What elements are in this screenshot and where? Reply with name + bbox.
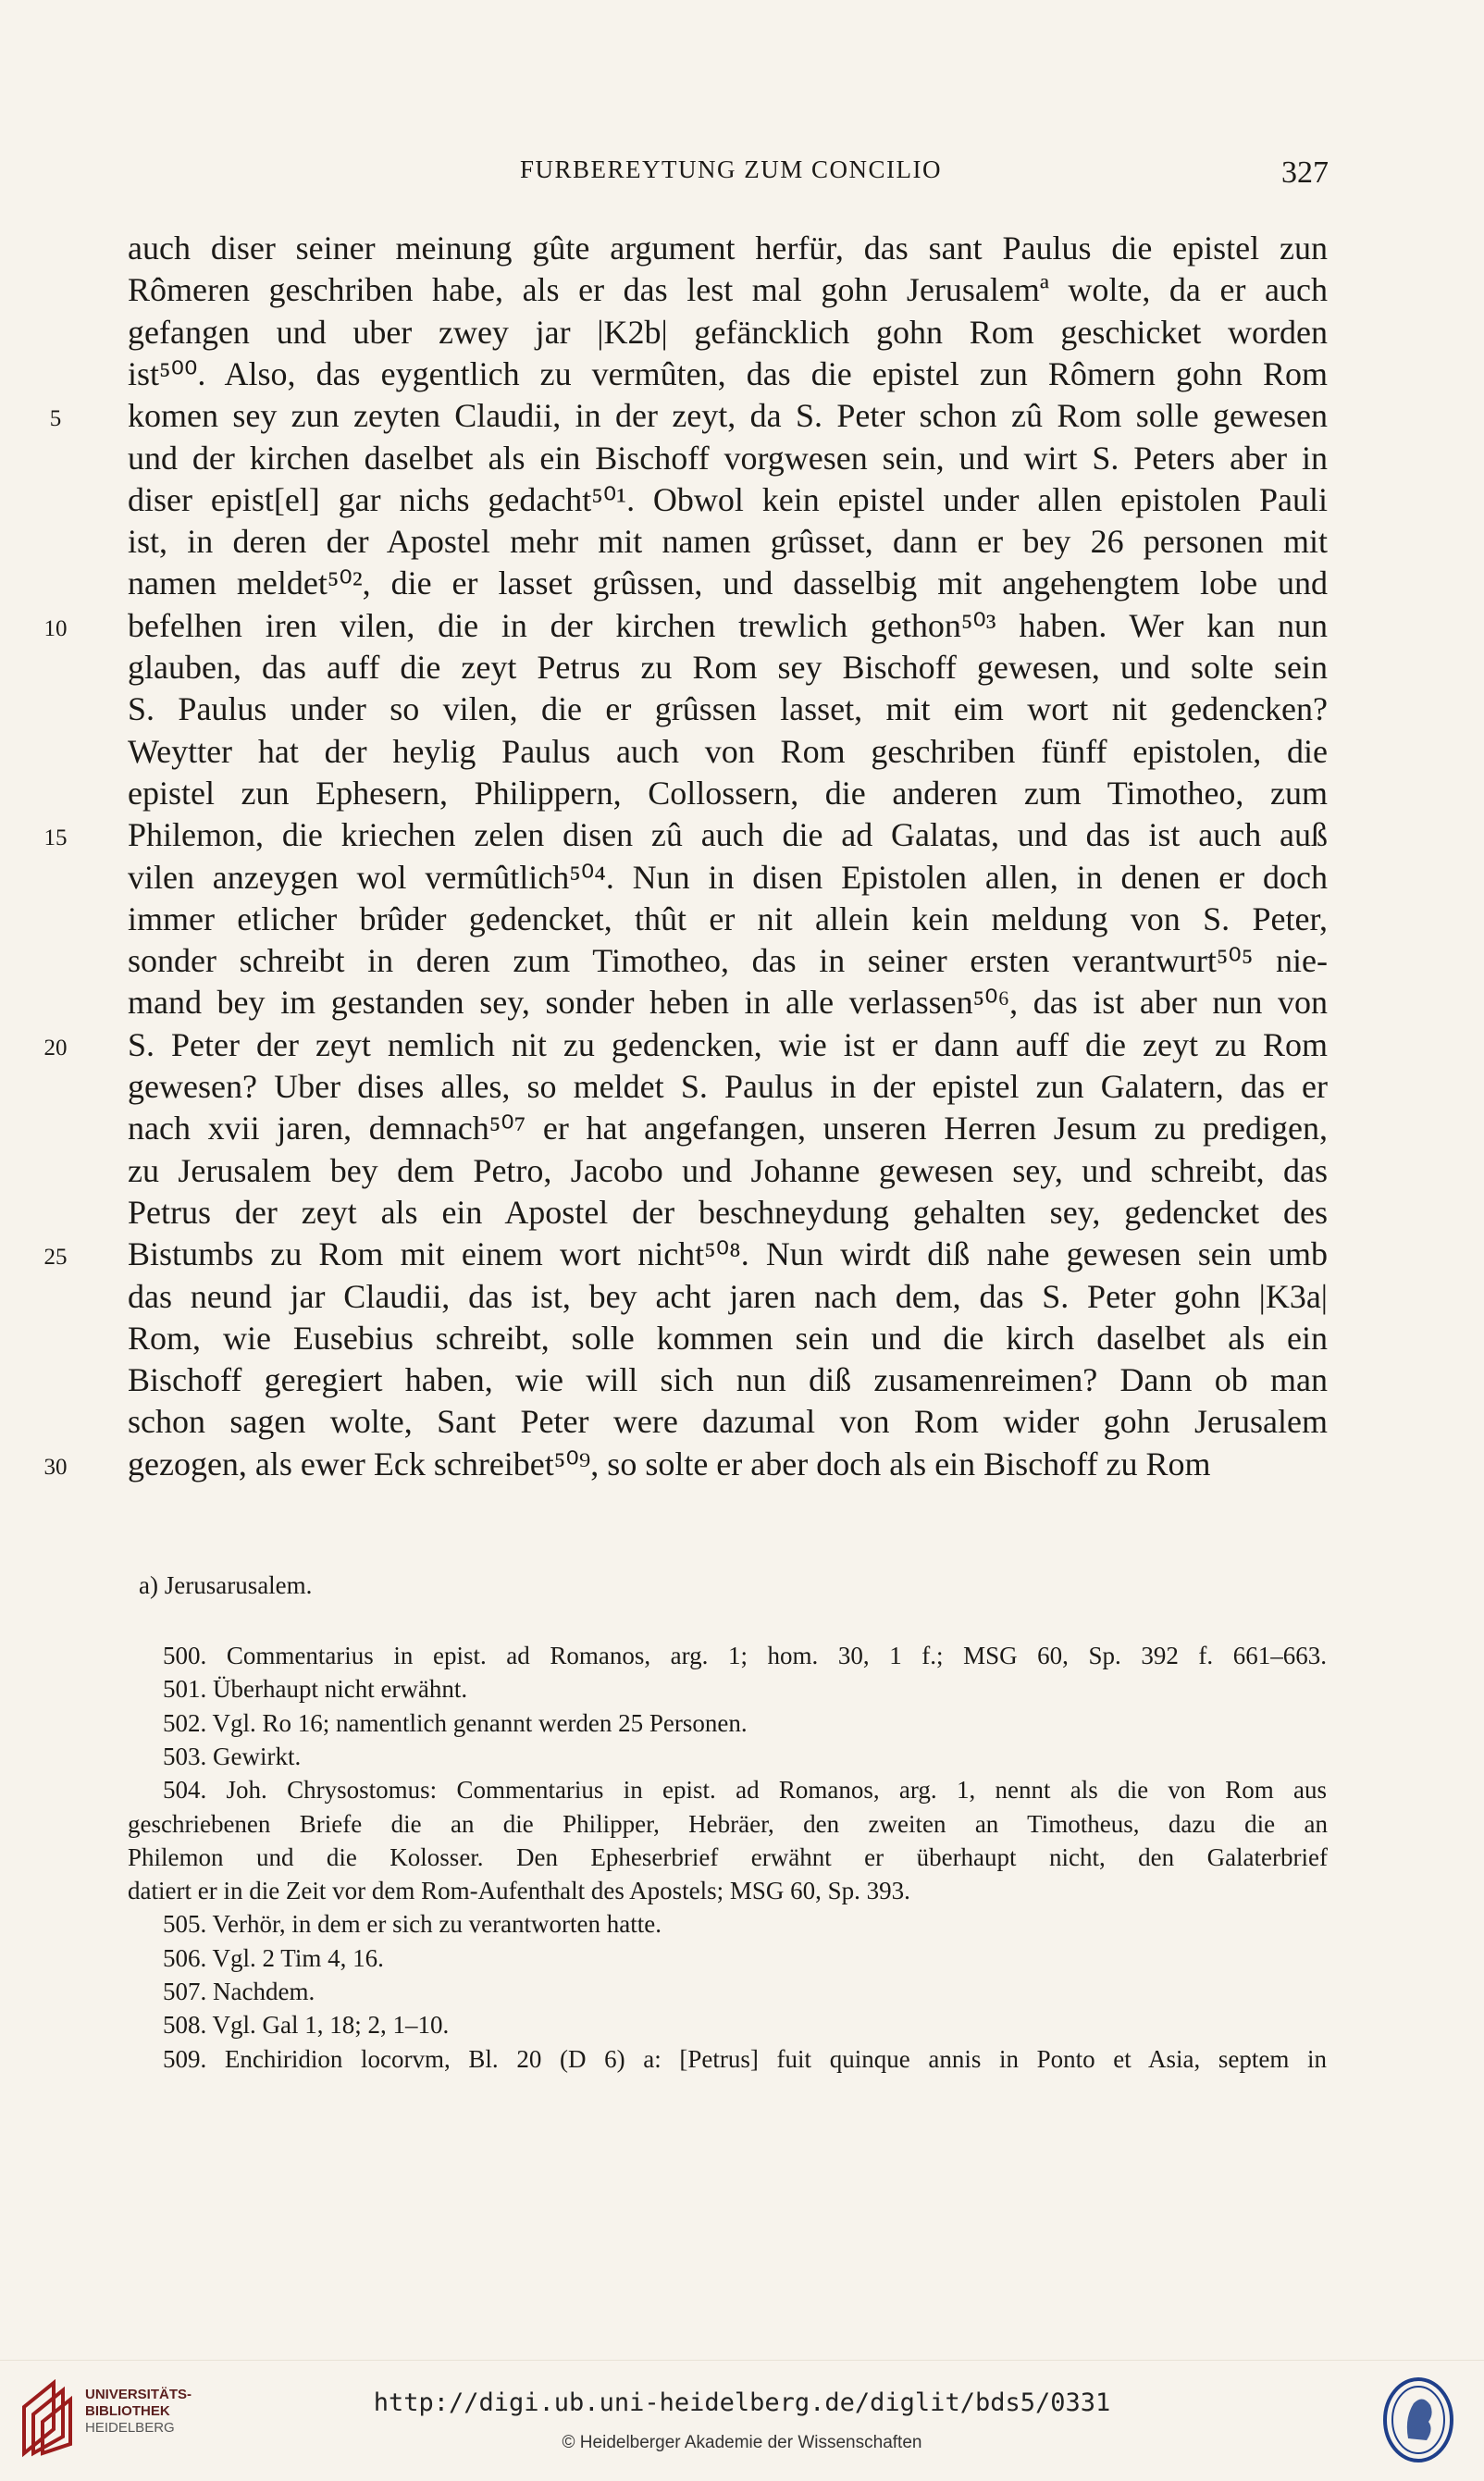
line-number: 20 [43, 1036, 68, 1061]
text-line: diser epist[el] gar nichs gedacht⁵⁰¹. Obwol kein epistel under allen epistolen Pauli [128, 481, 1328, 518]
text-line: gewesen? Uber dises alles, so meldet S. Paulus in der epistel zun Galatern, das er [128, 1068, 1328, 1105]
text-line: sonder schreibt in deren zum Timotheo, das in seiner ersten verantwurt⁵⁰⁵ nie- [128, 942, 1328, 979]
permalink-url[interactable]: http://digi.ub.uni-heidelberg.de/diglit/bds5/0331 [373, 2388, 1111, 2417]
page-footer [0, 2360, 1484, 2481]
text-line: S. Peter der zeyt nemlich nit zu gedencken, wie ist er dann auff die zeyt zu Rom [128, 1026, 1328, 1063]
text-line: glauben, das auff die zeyt Petrus zu Rom sey Bischoff gewesen, und solte sein [128, 649, 1328, 686]
line-number: 30 [43, 1455, 68, 1480]
footnote: 502. Vgl. Ro 16; namentlich genannt werden 25 Personen. [163, 1709, 748, 1737]
footnote: 504. Joh. Chrysostomus: Commentarius in epist. ad Romanos, arg. 1, nennt als die von Rom aus [163, 1776, 1327, 1804]
text-line: Philemon, die kriechen zelen disen zû auch die ad Galatas, und das ist auch auß [128, 816, 1328, 853]
text-line: Rom, wie Eusebius schreibt, solle kommen sein und die kirch daselbet als ein [128, 1320, 1328, 1357]
text-line: Bischoff geregiert haben, wie will sich nun diß zusamenreimen? Dann ob man [128, 1361, 1328, 1398]
footnote: 509. Enchiridion locorvm, Bl. 20 (D 6) a: [Petrus] fuit quinque annis in Ponto et Asia, septem in [163, 2045, 1327, 2073]
text-line: Bistumbs zu Rom mit einem wort nicht⁵⁰⁸. Nun wirdt diß nahe gewesen sein umb [128, 1235, 1328, 1272]
line-number: 10 [43, 616, 68, 641]
footnote: 505. Verhör, in dem er sich zu verantworten hatte. [163, 1910, 662, 1938]
text-line: Rômeren geschriben habe, als er das lest mal gohn Jerusalemª wolte, da er auch [128, 271, 1328, 308]
text-line: S. Paulus under so vilen, die er grûssen lasset, mit eim wort nit gedencken? [128, 690, 1328, 727]
page-header [0, 155, 1484, 192]
line-number: 15 [43, 825, 68, 850]
line-number: 5 [49, 406, 62, 431]
text-line: nach xvii jaren, demnach⁵⁰⁷ er hat angefangen, unseren Herren Jesum zu predigen, [128, 1110, 1328, 1147]
library-name-line2: BIBLIOTHEK [85, 2403, 170, 2419]
text-line: mand bey im gestanden sey, sonder heben in alle verlassen⁵⁰⁶, das ist aber nun von [128, 984, 1328, 1021]
text-line: befelhen iren vilen, die in der kirchen trewlich gethon⁵⁰³ haben. Wer kan nun [128, 607, 1328, 644]
text-line: immer etlicher brûder gedencket, thût er nit allein kein meldung von S. Peter, [128, 900, 1328, 937]
text-line: ist, in deren der Apostel mehr mit namen grûsset, dann er bey 26 personen mit [128, 523, 1328, 560]
library-name-line3: HEIDELBERG [85, 2420, 175, 2436]
text-line: Weytter hat der heylig Paulus auch von Rom geschriben fünff epistolen, die [128, 733, 1328, 770]
text-line: vilen anzeygen wol vermûtlich⁵⁰⁴. Nun in disen Epistolen allen, in denen er doch [128, 859, 1328, 896]
text-line: zu Jerusalem bey dem Petro, Jacobo und Johanne gewesen sey, und schreibt, das [128, 1152, 1328, 1189]
running-title: FURBEREYTUNG ZUM CONCILIO [520, 155, 942, 183]
text-line: das neund jar Claudii, das ist, bey acht jaren nach dem, das S. Peter gohn |K3a| [128, 1278, 1328, 1315]
text-line: und der kirchen daselbet als ein Bischoff vorgwesen sein, und wirt S. Peters aber in [128, 440, 1328, 477]
footnote-continuation: datiert er in die Zeit vor dem Rom-Aufenthalt des Apostels; MSG 60, Sp. 393. [128, 1877, 910, 1904]
apparatus-note: a) Jerusarusalem. [139, 1571, 313, 1599]
text-line: schon sagen wolte, Sant Peter were dazumal von Rom wider gohn Jerusalem [128, 1403, 1328, 1440]
text-line: gezogen, als ewer Eck schreibet⁵⁰⁹, so solte er aber doch als ein Bischoff zu Rom [128, 1445, 1211, 1482]
text-line: Petrus der zeyt als ein Apostel der beschneydung gehalten sey, gedencket des [128, 1194, 1328, 1231]
text-line: auch diser seiner meinung gûte argument herfür, das sant Paulus die epistel zun [128, 229, 1328, 267]
footnote-continuation: Philemon und die Kolosser. Den Epheserbrief erwähnt er überhaupt nicht, den Galaterbrief [128, 1843, 1328, 1871]
footnote: 500. Commentarius in epist. ad Romanos, arg. 1; hom. 30, 1 f.; MSG 60, Sp. 392 f. 661–663. [163, 1642, 1327, 1669]
footnote: 503. Gewirkt. [163, 1743, 302, 1770]
text-line: komen sey zun zeyten Claudii, in der zeyt, da S. Peter schon zû Rom solle gewesen [128, 397, 1328, 434]
footnote-continuation: geschriebenen Briefe die an die Philipper, Hebräer, den zweiten an Timotheus, dazu die an [128, 1810, 1328, 1838]
text-line: gefangen und uber zwey jar |K2b| gefäncklich gohn Rom geschicket worden [128, 314, 1328, 351]
line-number: 25 [43, 1245, 68, 1270]
footnote: 501. Überhaupt nicht erwähnt. [163, 1675, 468, 1703]
copyright-notice: © Heidelberger Akademie der Wissenschaften [562, 2433, 922, 2452]
footnote: 508. Vgl. Gal 1, 18; 2, 1–10. [163, 2011, 450, 2039]
text-line: epistel zun Ephesern, Philippern, Collossern, die anderen zum Timotheo, zum [128, 775, 1328, 812]
footnote: 506. Vgl. 2 Tim 4, 16. [163, 1944, 384, 1972]
text-line: ist⁵⁰⁰. Also, das eygentlich zu vermûten, das die epistel zun Rômern gohn Rom [128, 355, 1328, 392]
text-line: namen meldet⁵⁰², die er lasset grûssen, und dasselbig mit angehengtem lobe und [128, 564, 1328, 602]
footnote: 507. Nachdem. [163, 1978, 315, 2005]
library-name-line1: UNIVERSITÄTS- [85, 2387, 192, 2402]
academy-seal-icon [1380, 2374, 1456, 2466]
page-number: 327 [1281, 155, 1329, 190]
